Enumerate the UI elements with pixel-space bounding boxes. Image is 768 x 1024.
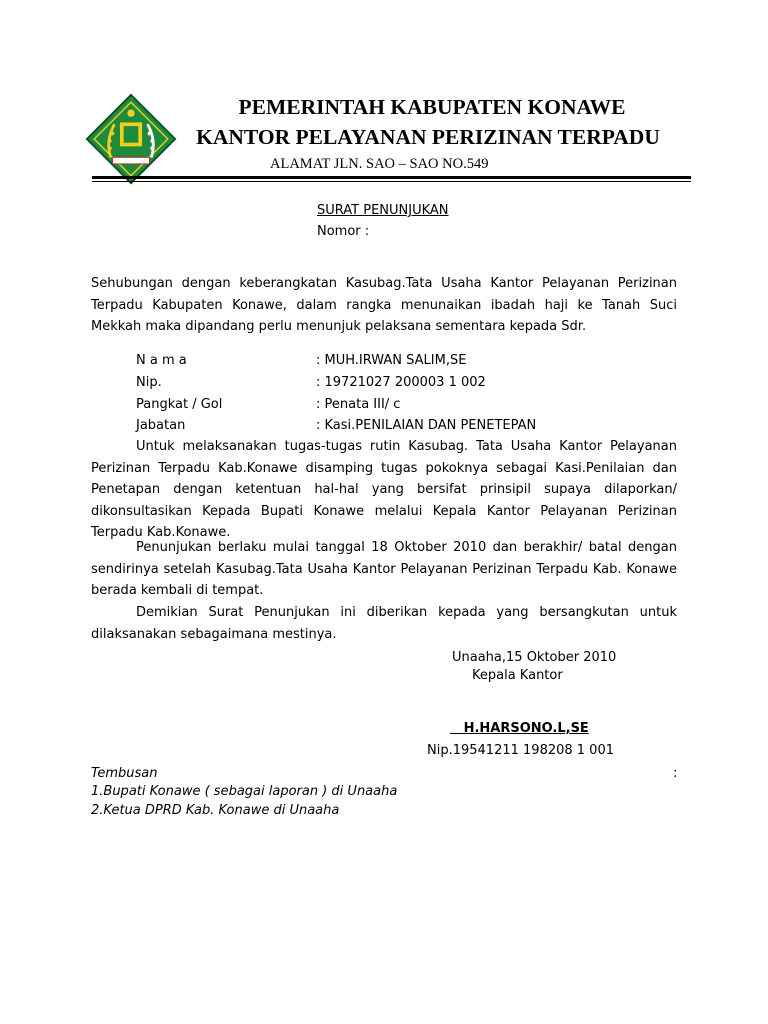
signature-name: H.HARSONO.L,SE <box>463 721 589 736</box>
signature-position: Kepala Kantor <box>472 668 563 683</box>
letter-title: SURAT PENUNJUKAN <box>317 203 449 218</box>
signature-place-date: Unaaha,15 Oktober 2010 <box>452 650 617 665</box>
cc-heading: Tembusan <box>91 766 158 781</box>
cc-item: 2.Ketua DPRD Kab. Konawe di Unaaha <box>91 803 340 818</box>
letterhead-divider-thick <box>92 176 691 179</box>
field-row <box>136 374 486 392</box>
field-value: : Kasi.PENILAIAN DAN PENETEPAN <box>316 418 537 433</box>
letterhead-address: ALAMAT JLN. SAO – SAO NO.549 <box>270 156 489 172</box>
letterhead-office: KANTOR PELAYANAN PERIZINAN TERPADU <box>196 125 660 149</box>
field-label: Nip. <box>136 375 162 390</box>
field-label: Pangkat / Gol <box>136 397 223 412</box>
body-paragraph-duties: Untuk melaksanakan tugas-tugas rutin Kasubag. Tata Usaha Kantor Pelayanan Perizinan Terpadu Kab.Konawe disamping tugas pokoknya sebagai Kasi.Penilaian dan Penetapan dengan ketentuan hal-hal yang bersifat prinsipil supaya dilaporkan/ dikonsultasikan Kepada Bupati Konawe melalui Kepala Kantor Pelayanan Perizinan Terpadu Kab.Konawe. <box>91 439 677 540</box>
field-label: Jabatan <box>136 418 186 433</box>
field-row <box>136 352 466 370</box>
field-row <box>136 417 536 435</box>
regency-emblem-icon <box>85 93 177 185</box>
field-value: : MUH.IRWAN SALIM,SE <box>316 353 467 368</box>
body-paragraph-closing: Demikian Surat Penunjukan ini diberikan kepada yang bersangkutan untuk dilaksanakan sebagaimana mestinya. <box>91 605 677 642</box>
cc-colon: : <box>673 766 678 781</box>
field-row <box>136 396 400 414</box>
signature-nip: Nip.19541211 198208 1 001 <box>427 743 614 758</box>
opening-paragraph: Sehubungan dengan keberangkatan Kasubag.Tata Usaha Kantor Pelayanan Perizinan Terpadu Kabupaten Konawe, dalam rangka menunaikan ibadah haji ke Tanah Suci Mekkah maka dipandang perlu menunjuk pelaksana sementara kepada Sdr. <box>91 276 677 334</box>
letterhead-divider-thin <box>92 181 691 182</box>
cc-item: 1.Bupati Konawe ( sebagai laporan ) di Unaaha <box>91 784 398 799</box>
field-label: N a m a <box>136 353 187 368</box>
letterhead-government: PEMERINTAH KABUPATEN KONAWE <box>238 95 626 119</box>
field-value: : Penata III/ c <box>316 397 401 412</box>
field-value: : 19721027 200003 1 002 <box>316 375 486 390</box>
body-paragraph-validity: Penunjukan berlaku mulai tanggal 18 Oktober 2010 dan berakhir/ batal dengan sendirinya setelah Kasubag.Tata Usaha Kantor Pelayanan Perizinan Terpadu Kab. Konawe berada kembali di tempat. <box>91 540 677 598</box>
letter-number: Nomor : <box>317 224 370 239</box>
